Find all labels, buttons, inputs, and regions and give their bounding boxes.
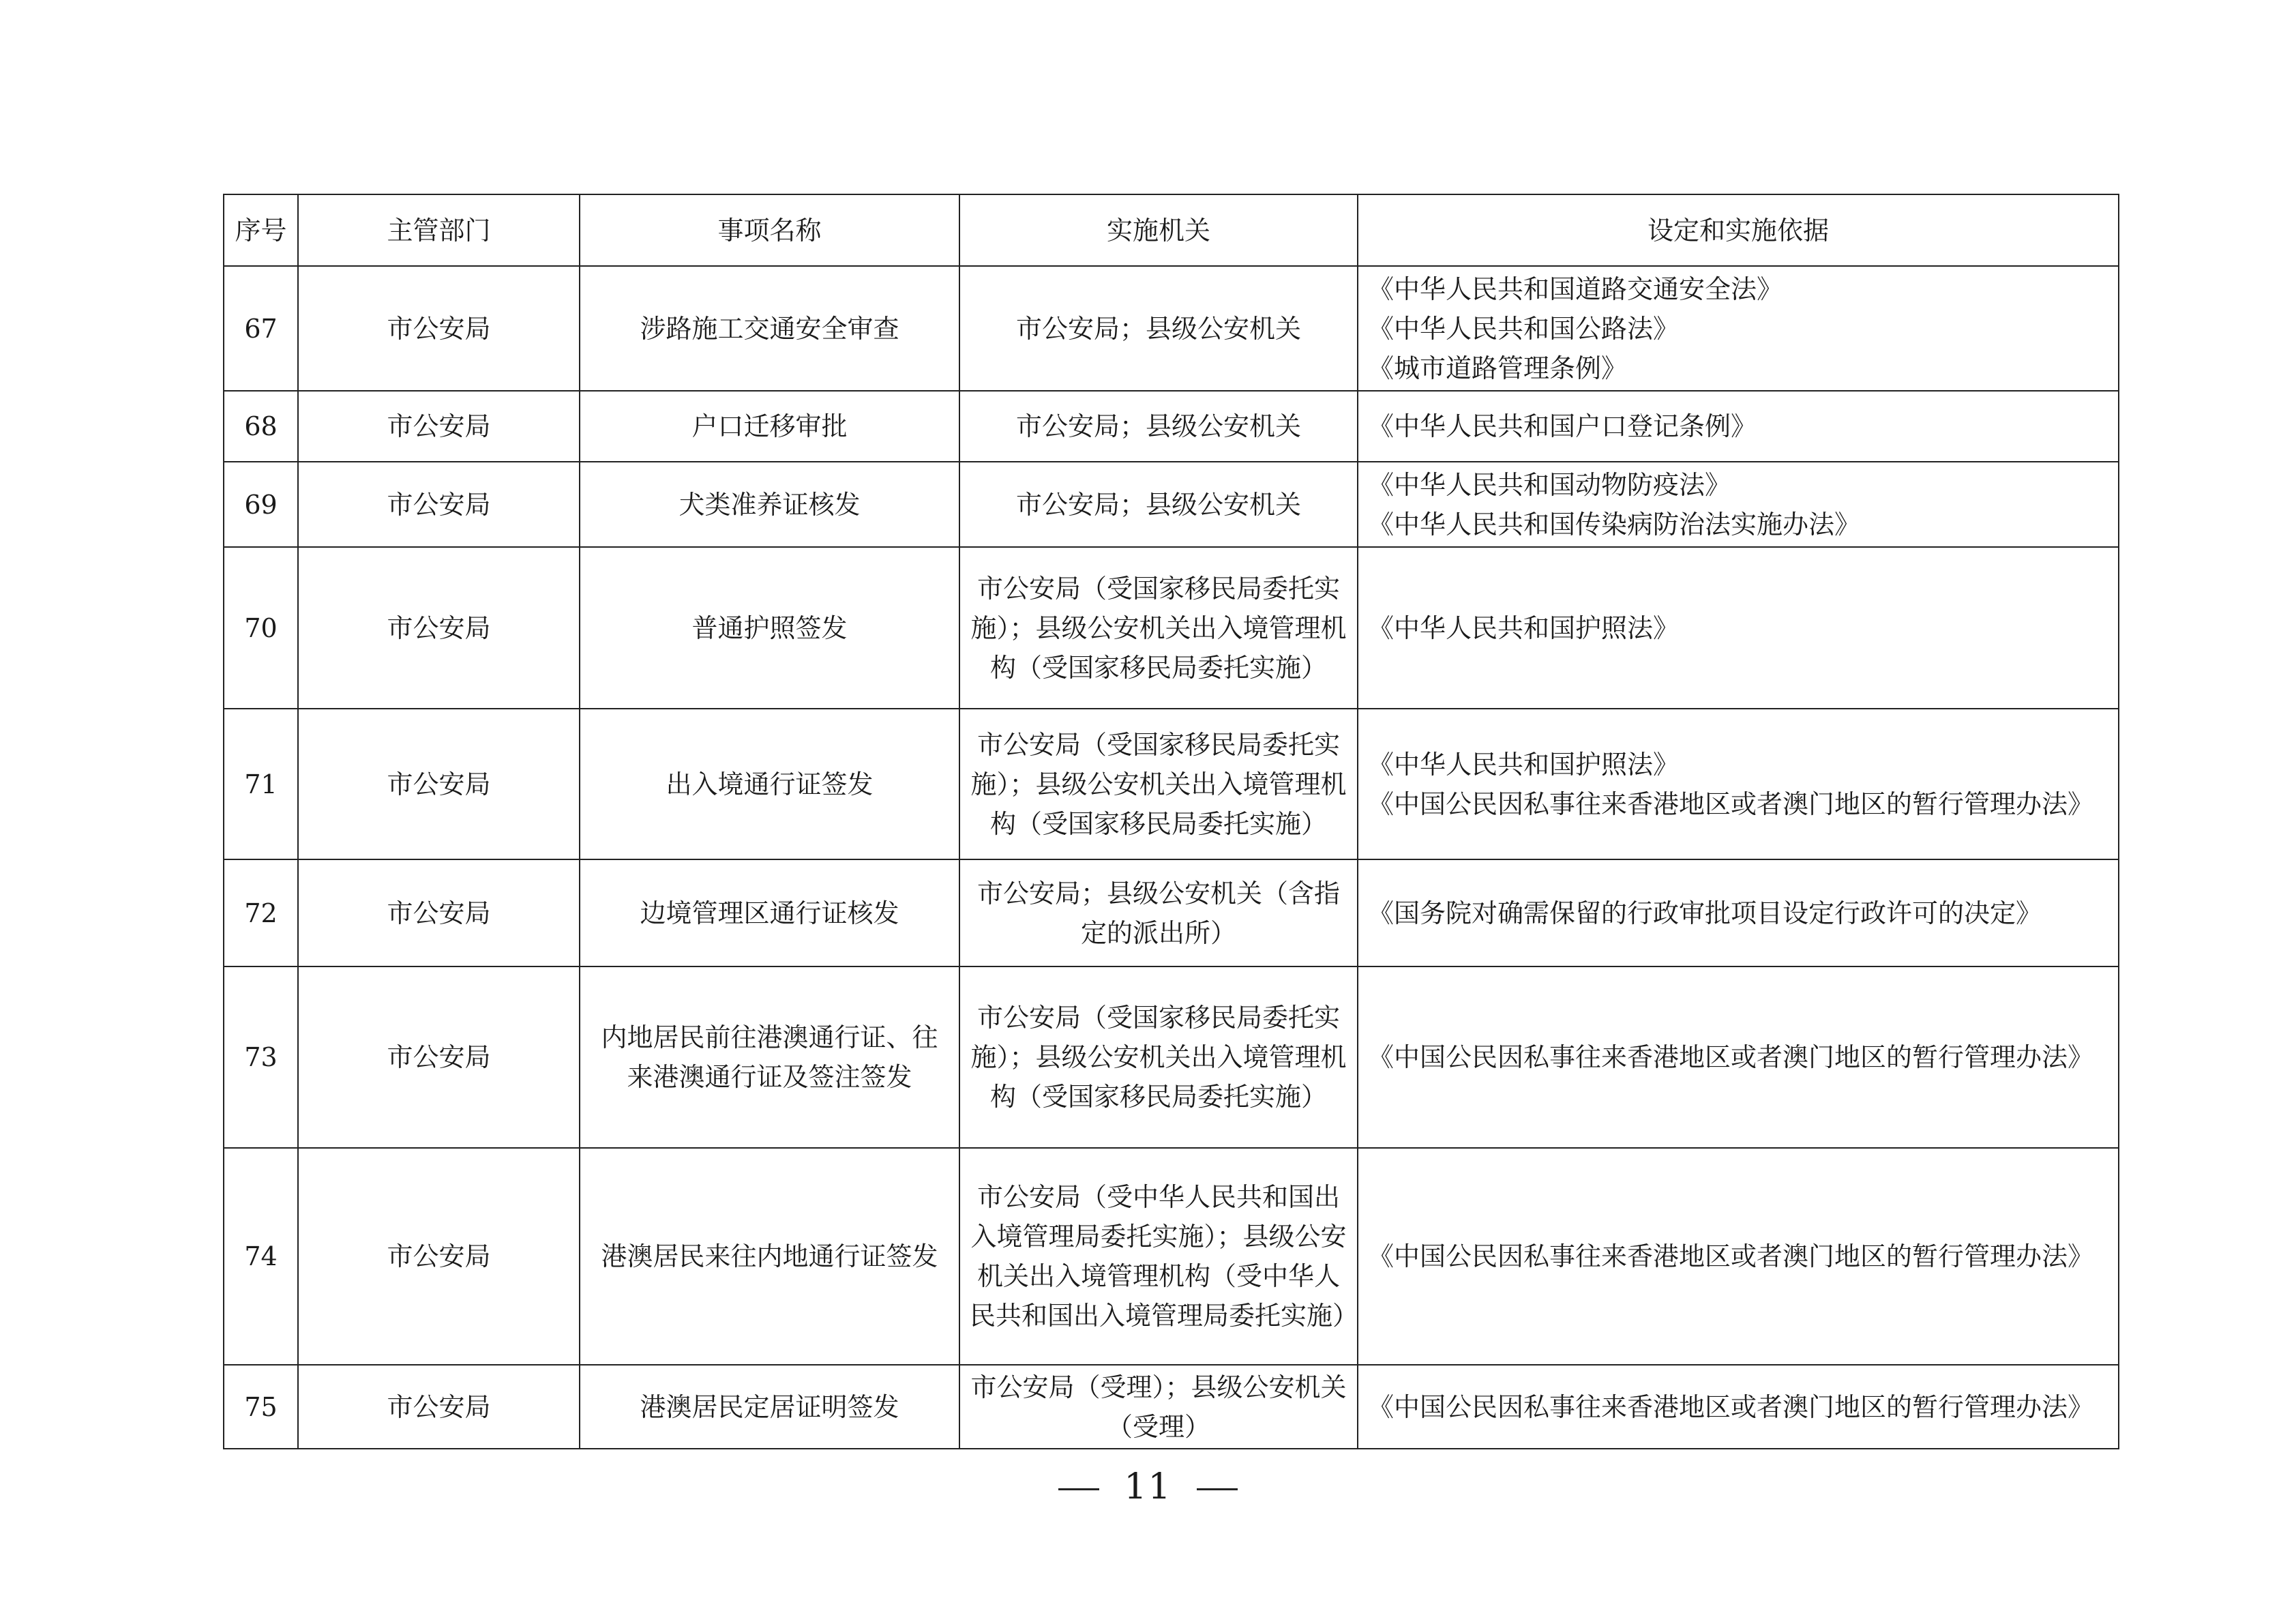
table-row — [224, 547, 2119, 709]
row-implementing-agency: 市公安局；县级公安机关 — [959, 266, 1358, 391]
row-item-name: 普通护照签发 — [580, 547, 959, 709]
row-implementing-agency: 市公安局（受国家移民局委托实施）；县级公安机关出入境管理机构（受国家移民局委托实施） — [959, 966, 1358, 1148]
row-serial-no: 75 — [224, 1365, 298, 1449]
legal-basis-entry: 《中国公民因私事往来香港地区或者澳门地区的暂行管理办法》 — [1368, 1241, 2094, 1271]
row-serial-no: 74 — [224, 1148, 298, 1365]
row-implementing-agency: 市公安局（受中华人民共和国出入境管理局委托实施）；县级公安机关出入境管理机构（受中华人民共和国出入境管理局委托实施） — [959, 1148, 1358, 1365]
row-legal-basis — [1358, 859, 2119, 966]
footer-dash-left — [1058, 1488, 1099, 1490]
header-serial-no: 序号 — [224, 194, 298, 266]
row-item-name: 涉路施工交通安全审查 — [580, 266, 959, 391]
table-row — [224, 391, 2119, 462]
table-row — [224, 462, 2119, 547]
header-legal-basis: 设定和实施依据 — [1358, 194, 2119, 266]
table-row — [224, 1148, 2119, 1365]
row-implementing-agency: 市公安局（受国家移民局委托实施）；县级公安机关出入境管理机构（受国家移民局委托实施） — [959, 709, 1358, 859]
row-implementing-agency: 市公安局；县级公安机关 — [959, 391, 1358, 462]
table-body — [224, 266, 2119, 1449]
row-legal-basis — [1358, 391, 2119, 462]
page-number: 11 — [1124, 1466, 1172, 1507]
table-header-row — [224, 194, 2119, 266]
legal-basis-entry: 《城市道路管理条例》 — [1368, 353, 1628, 383]
row-serial-no: 68 — [224, 391, 298, 462]
row-implementing-agency: 市公安局（受国家移民局委托实施）；县级公安机关出入境管理机构（受国家移民局委托实施） — [959, 547, 1358, 709]
row-serial-no: 69 — [224, 462, 298, 547]
footer-dash-right — [1197, 1488, 1238, 1490]
row-serial-no: 67 — [224, 266, 298, 391]
row-serial-no: 72 — [224, 859, 298, 966]
row-department: 市公安局 — [298, 709, 580, 859]
table-row — [224, 859, 2119, 966]
table-row — [224, 266, 2119, 391]
table-row — [224, 966, 2119, 1148]
legal-basis-entry: 《中华人民共和国公路法》 — [1368, 313, 1680, 344]
legal-basis-entry: 《中华人民共和国护照法》 — [1368, 612, 1680, 643]
row-department: 市公安局 — [298, 859, 580, 966]
row-item-name: 犬类准养证核发 — [580, 462, 959, 547]
legal-basis-entry: 《中国公民因私事往来香港地区或者澳门地区的暂行管理办法》 — [1368, 788, 2094, 819]
row-department: 市公安局 — [298, 547, 580, 709]
legal-basis-entry: 《中华人民共和国道路交通安全法》 — [1368, 274, 1783, 304]
row-legal-basis — [1358, 709, 2119, 859]
row-item-name: 边境管理区通行证核发 — [580, 859, 959, 966]
legal-basis-entry: 《中华人民共和国户口登记条例》 — [1368, 411, 1757, 441]
row-legal-basis — [1358, 1365, 2119, 1449]
row-serial-no: 73 — [224, 966, 298, 1148]
row-department: 市公安局 — [298, 1148, 580, 1365]
row-item-name: 户口迁移审批 — [580, 391, 959, 462]
row-item-name: 内地居民前往港澳通行证、往来港澳通行证及签注签发 — [580, 966, 959, 1148]
legal-basis-entry: 《中国公民因私事往来香港地区或者澳门地区的暂行管理办法》 — [1368, 1391, 2094, 1422]
legal-basis-entry: 《中华人民共和国护照法》 — [1368, 749, 1680, 780]
header-item-name: 事项名称 — [580, 194, 959, 266]
legal-basis-entry: 《中华人民共和国动物防疫法》 — [1368, 469, 1731, 500]
legal-basis-entry: 《中国公民因私事往来香港地区或者澳门地区的暂行管理办法》 — [1368, 1042, 2094, 1072]
row-department: 市公安局 — [298, 462, 580, 547]
page-footer — [0, 1466, 2296, 1507]
table-row — [224, 709, 2119, 859]
row-department: 市公安局 — [298, 966, 580, 1148]
row-implementing-agency: 市公安局；县级公安机关 — [959, 462, 1358, 547]
row-item-name: 港澳居民定居证明签发 — [580, 1365, 959, 1449]
legal-basis-entry: 《国务院对确需保留的行政审批项目设定行政许可的决定》 — [1368, 898, 2042, 928]
header-implementing-agency: 实施机关 — [959, 194, 1358, 266]
row-department: 市公安局 — [298, 266, 580, 391]
header-department: 主管部门 — [298, 194, 580, 266]
row-department: 市公安局 — [298, 391, 580, 462]
row-legal-basis — [1358, 966, 2119, 1148]
row-item-name: 出入境通行证签发 — [580, 709, 959, 859]
row-legal-basis — [1358, 266, 2119, 391]
row-implementing-agency: 市公安局（受理）；县级公安机关（受理） — [959, 1365, 1358, 1449]
row-serial-no: 71 — [224, 709, 298, 859]
row-legal-basis — [1358, 462, 2119, 547]
row-implementing-agency: 市公安局；县级公安机关（含指定的派出所） — [959, 859, 1358, 966]
row-legal-basis — [1358, 547, 2119, 709]
row-department: 市公安局 — [298, 1365, 580, 1449]
row-serial-no: 70 — [224, 547, 298, 709]
row-legal-basis — [1358, 1148, 2119, 1365]
row-item-name: 港澳居民来往内地通行证签发 — [580, 1148, 959, 1365]
approval-items-table — [223, 194, 2119, 1449]
table-row — [224, 1365, 2119, 1449]
legal-basis-entry: 《中华人民共和国传染病防治法实施办法》 — [1368, 509, 1861, 540]
